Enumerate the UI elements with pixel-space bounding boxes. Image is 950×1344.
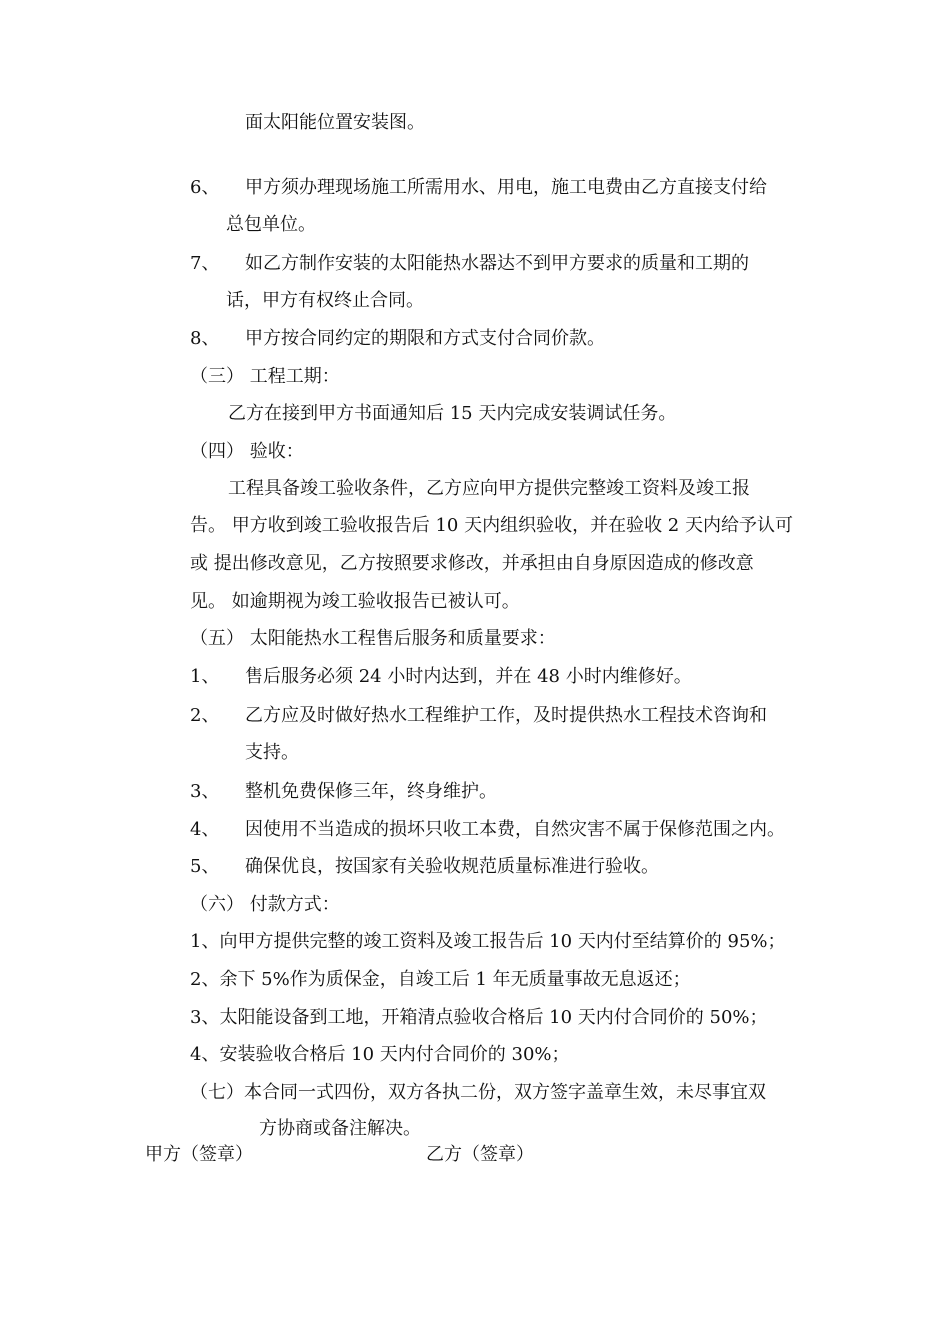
intro-continuation: 面太阳能位置安装图。 (245, 112, 425, 133)
item-text: 乙方应及时做好热水工程维护工作，及时提供热水工程技术咨询和 (245, 705, 767, 726)
item-text: 因使用不当造成的损坏只收工本费，自然灾害不属于保修范围之内。 (245, 819, 785, 840)
payment-term: 3、太阳能设备到工地，开箱清点验收合格后 10 天内付合同价的 50%； (190, 1007, 768, 1028)
item-text: 售后服务必须 24 小时内达到，并在 48 小时内维修好。 (245, 666, 692, 687)
item-number: 7、 (190, 253, 220, 274)
section-body: 方协商或备注解决。 (259, 1118, 421, 1139)
item-number: 4、 (190, 819, 220, 840)
section-heading: （四） 验收： (190, 441, 304, 462)
paragraph-line: 见。 如逾期视为竣工验收报告已被认可。 (190, 591, 520, 612)
section-heading: （三） 工程工期： (190, 366, 340, 387)
item-number: 8、 (190, 328, 220, 349)
paragraph-line: 工程具备竣工验收条件，乙方应向甲方提供完整竣工资料及竣工报 (228, 478, 750, 499)
item-text: 甲方按合同约定的期限和方式支付合同价款。 (245, 328, 605, 349)
party-b-signature-label: 乙方（签章） (426, 1144, 534, 1165)
payment-term: 2、余下 5%作为质保金，自竣工后 1 年无质量事故无息返还； (190, 969, 691, 990)
section-body: 乙方在接到甲方书面通知后 15 天内完成安装调试任务。 (228, 403, 677, 424)
item-number: 6、 (190, 177, 220, 198)
payment-term: 4、安装验收合格后 10 天内付合同价的 30%； (190, 1044, 570, 1065)
item-text-continuation: 话，甲方有权终止合同。 (226, 290, 424, 311)
item-text: 整机免费保修三年，终身维护。 (245, 781, 497, 802)
item-number: 2、 (190, 705, 220, 726)
section-heading: （六） 付款方式： (190, 894, 340, 915)
item-text-continuation: 支持。 (245, 742, 299, 763)
item-text: 确保优良，按国家有关验收规范质量标准进行验收。 (245, 856, 659, 877)
section-heading: （五） 太阳能热水工程售后服务和质量要求： (190, 628, 556, 649)
item-number: 5、 (190, 856, 220, 877)
payment-term: 1、向甲方提供完整的竣工资料及竣工报告后 10 天内付至结算价的 95%； (190, 931, 786, 952)
paragraph-line: 告。 甲方收到竣工验收报告后 10 天内组织验收，并在验收 2 天内给予认可 (190, 515, 793, 536)
item-number: 1、 (190, 666, 220, 687)
item-text-continuation: 总包单位。 (226, 214, 316, 235)
paragraph-line: 或 提出修改意见，乙方按照要求修改，并承担由自身原因造成的修改意 (190, 553, 754, 574)
item-text: 甲方须办理现场施工所需用水、用电，施工电费由乙方直接支付给 (245, 177, 767, 198)
party-a-signature-label: 甲方（签章） (145, 1144, 253, 1165)
item-text: 如乙方制作安装的太阳能热水器达不到甲方要求的质量和工期的 (245, 253, 749, 274)
item-number: 3、 (190, 781, 220, 802)
section-heading: （七）本合同一式四份，双方各执二份，双方签字盖章生效，未尽事宜双 (190, 1082, 766, 1103)
